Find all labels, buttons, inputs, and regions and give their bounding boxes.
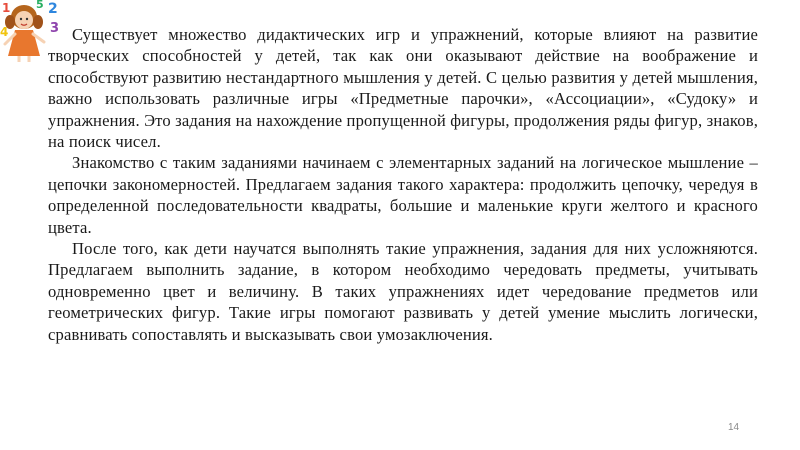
text-block [48, 24, 758, 345]
digit: 3 [50, 21, 60, 36]
digit: 4 [0, 25, 9, 39]
digit: 5 [36, 0, 44, 11]
paragraph-2: Знакомство с таким заданиями начинаем с элементарных заданий на логическое мышление – цепочки закономерностей. Предлагаем задания такого характера: продолжить цепочку, чередуя в определенной последовательности квадраты, большие и маленькие круги желтого и красного цвета. [48, 153, 758, 237]
digit: 1 [2, 1, 11, 15]
slide-number: 14 [728, 422, 740, 433]
paragraph-3: После того, как дети научатся выполнять такие упражнения, задания для них усложняются. Предлагаем выполнить задание, в котором необходимо чередовать предметы, учитывать одновременно цвет и величину. В таких упражнениях идет чередование предметов или геометрических фигур. Такие игры помогают развивать у детей умение мыслить логически, сравнивать сопоставлять и высказывать свои умозаключения. [48, 239, 758, 344]
digit: 2 [48, 1, 58, 17]
paragraph-1: Существует множество дидактических игр и упражнений, которые влияют на развитие творческих способностей у детей, так как они оказывают действие на воображение и способствуют развитию нестандартного мышления у детей. С целью развития у детей мышления, важно использовать различные игры «Предметные парочки», «Ассоциации», «Судоку» и упражнения. Это задания на нахождение пропущенной фигуры, продолжения ряды фигур, знаков, на поиск чисел. [48, 25, 758, 152]
